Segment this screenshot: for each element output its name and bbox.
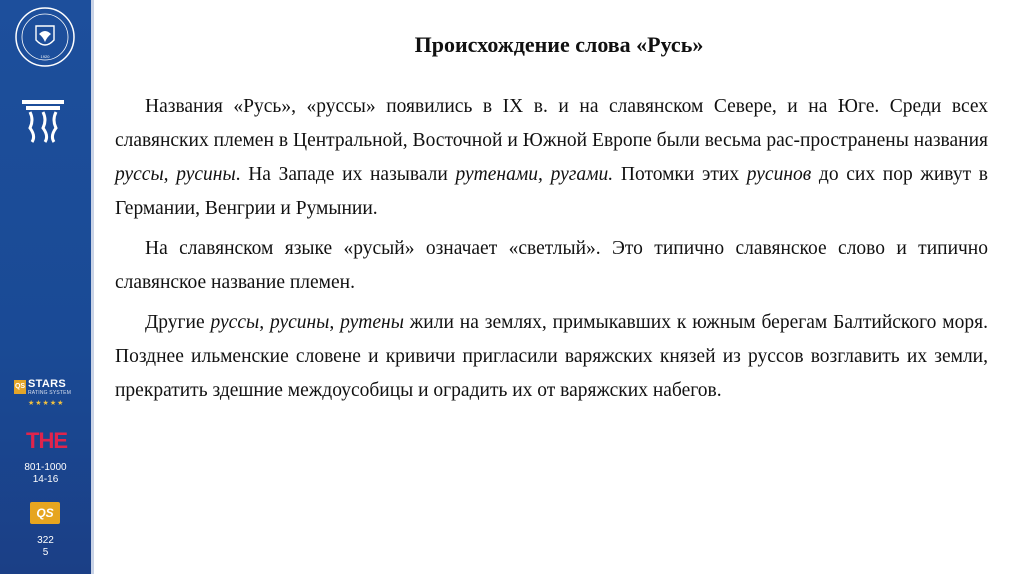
star-rating-icon: ★★★★★ [28, 399, 65, 407]
qs-stars-box: QS [14, 380, 26, 394]
paragraph-1 [115, 90, 988, 226]
slide-body [115, 90, 988, 414]
p1-text-a: Названия «Русь», «руссы» появились в IX в. и на славянском Севере, и на Юге. Среди всех славянских племен в Центральной, Восточной и Южной Европе были весьма рас-пространены названия [115, 96, 988, 151]
the-rank-line1: 801-1000 [24, 462, 67, 473]
p1-text-e [543, 164, 551, 185]
qs-rank-line2: 5 [42, 547, 49, 558]
paragraph-2: На славянском языке «русый» означает «светлый». Это типично славянское слово и типично славянское название племен. [115, 238, 988, 293]
qs-ranking-logo: QS [30, 502, 60, 524]
svg-text:1920: 1920 [40, 54, 50, 59]
p1-italic-f: ругами. [550, 164, 614, 185]
paragraph-3 [115, 306, 988, 408]
p3-text-c: жили на землях, примыкавших к южным берегам Балтийского моря. Позднее ильменские словене и кривичи пригласили варяжских князей из руссов возглавить их земли, прекратить здешние междоусобицы и оградить их от варяжских набегов. [115, 312, 988, 401]
p1-text-c: . На Западе их называли [235, 164, 456, 185]
the-rank-line2: 14-16 [32, 474, 59, 485]
university-crest-icon [14, 6, 76, 68]
stars-subtitle: RATING SYSTEM [28, 390, 72, 396]
slide-title: Происхождение слова «Русь» [414, 32, 704, 57]
p1-text-i: до сих пор живут в Германии, Венгрии и Румынии. [115, 164, 989, 219]
p1-italic-d: рутенами, [455, 164, 543, 185]
p3-italic-b: руссы, русины, рутены [210, 312, 404, 333]
the-ranking-logo: THE [26, 428, 67, 453]
qs-rank-line1: 322 [37, 535, 54, 546]
qs-ranking-value [0, 535, 91, 559]
sidebar [0, 0, 91, 574]
p1-italic-b: руссы, русины [115, 164, 236, 185]
sidebar-divider [91, 0, 94, 574]
qs-stars-badge [14, 380, 78, 410]
the-ranking-value [0, 462, 91, 486]
column-pillar-icon [18, 96, 68, 146]
stars-title: STARS [28, 378, 66, 390]
p1-text-g: Потомки этих [613, 164, 747, 185]
p3-text-a: Другие [145, 312, 211, 333]
p1-italic-h: русинов [746, 164, 812, 185]
